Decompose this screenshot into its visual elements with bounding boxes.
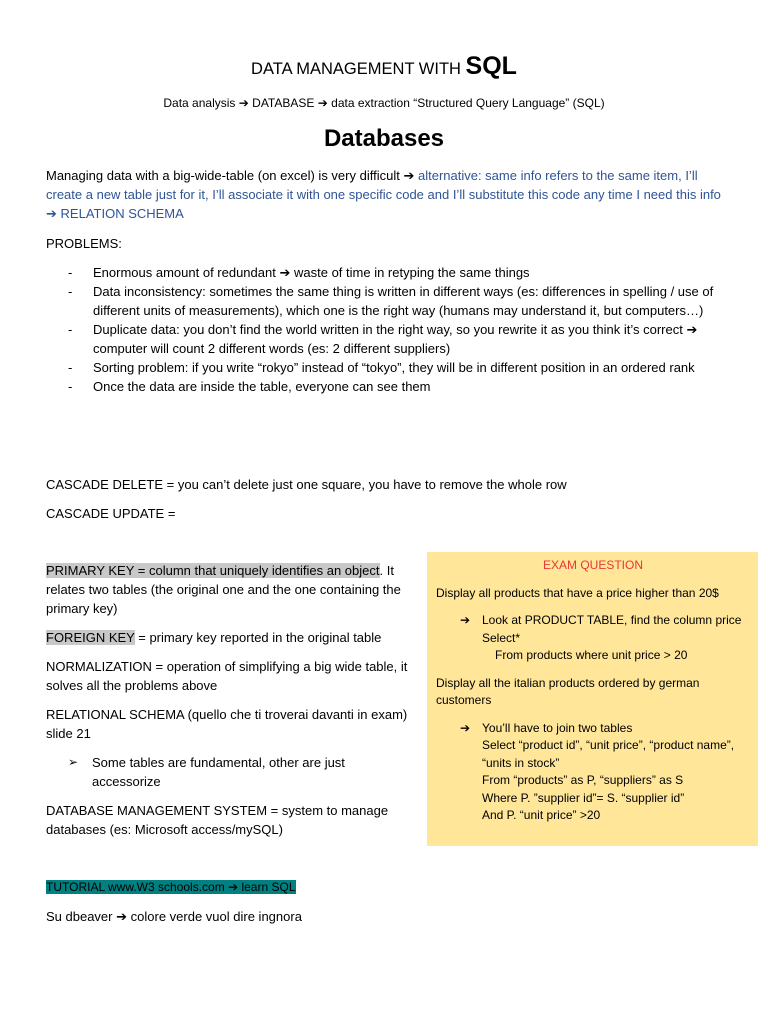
- intro-relation-schema: RELATION SCHEMA: [60, 206, 184, 221]
- arrowhead-bullet-icon: ➢: [68, 755, 79, 769]
- exam-title: EXAM QUESTION: [542, 558, 643, 572]
- intro-alternative: alternative: same info refers to the same item, I’ll create a new table just for it, I’ll associate it with one specific code and I’ll substitute this code any time I need this info: [46, 168, 721, 202]
- list-item: - Once the data are inside the table, everyone can see them: [68, 379, 431, 394]
- exam-question-2: Display all the italian products ordered by german customers: [436, 675, 700, 707]
- section-heading: Databases: [323, 125, 445, 152]
- intro-paragraph: [46, 166, 726, 223]
- arrow-icon: ➔: [238, 96, 249, 110]
- exam-question-1: Display all products that have a price higher than 20$: [436, 585, 719, 600]
- exam-answer-2: ➔ You’ll have to join two tables Select “product id”, “unit price”, “product name”, “units in stock” From “products” as P, “suppliers” as S Where P. ”supplier id”= S. “supplier id” And P. “unit price” >20: [460, 720, 735, 822]
- problems-label: PROBLEMS:: [46, 236, 122, 251]
- definitions-column: [46, 561, 411, 839]
- arrow-icon: ➔: [460, 613, 471, 627]
- list-item: - Data inconsistency: sometimes the same thing is written in different ways (es: differences in spelling / use of different units of measurements), which one is the right way (humans may understand it, but computers…): [68, 284, 714, 318]
- arrow-icon: ➔: [317, 96, 328, 110]
- dbms-definition: DATABASE MANAGEMENT SYSTEM = system to manage databases (es: Microsoft access/mySQL): [46, 803, 389, 837]
- list-item: - Duplicate data: you don’t find the world written in the right way, so you rewrite it as you think it’s correct ➔ computer will count 2 different words (es: 2 different suppliers): [68, 322, 698, 356]
- arrow-icon: ➔: [46, 206, 57, 221]
- document-title: [0, 50, 768, 85]
- list-item: ➢ Some tables are fundamental, other are just accessorize: [68, 755, 345, 789]
- arrow-icon: ➔: [279, 265, 291, 280]
- subtitle-part3: data extraction “Structured Query Language” (SQL): [331, 96, 605, 110]
- relational-schema-definition: RELATIONAL SCHEMA (quello che ti troverai davanti in exam) slide 21: [46, 707, 408, 741]
- normalization-definition: NORMALIZATION = operation of simplifying a big wide table, it solves all the problems above: [46, 659, 408, 693]
- arrow-icon: ➔: [228, 880, 239, 894]
- arrow-icon: ➔: [686, 322, 698, 337]
- exam-question-box: [427, 552, 758, 846]
- title-text: DATA MANAGEMENT WITH: [251, 60, 466, 78]
- tutorial-link[interactable]: TUTORIAL www.W3 schools.com ➔ learn SQL: [46, 880, 296, 894]
- tutorial-line: [46, 879, 296, 897]
- arrow-icon: ➔: [116, 909, 128, 924]
- primary-key-definition: PRIMARY KEY = column that uniquely identifies an object. It relates two tables (the original one and the one containing the primary key): [46, 563, 401, 616]
- list-item: - Enormous amount of redundant ➔ waste of time in retyping the same things: [68, 265, 530, 280]
- subtitle-part1: Data analysis: [163, 96, 236, 110]
- arrow-icon: ➔: [403, 168, 415, 183]
- foreign-key-definition: FOREIGN KEY = primary key reported in the original table: [46, 630, 382, 645]
- subtitle-part2: DATABASE: [252, 96, 315, 110]
- cascade-delete: CASCADE DELETE = you can’t delete just one square, you have to remove the whole row: [46, 477, 567, 492]
- intro-text: Managing data with a big-wide-table (on excel) is very difficult: [46, 168, 400, 183]
- cascade-update: CASCADE UPDATE =: [46, 506, 176, 521]
- dbeaver-note: Su dbeaver ➔ colore verde vuol dire ingnora: [46, 909, 302, 924]
- title-sql: SQL: [465, 52, 517, 80]
- arrow-icon: ➔: [460, 720, 471, 735]
- exam-answer-1: ➔ Look at PRODUCT TABLE, find the column price Select* From products where unit price > 20: [460, 613, 742, 662]
- list-item: - Sorting problem: if you write “rokyo” instead of “tokyo”, they will be in different position in an ordered rank: [68, 360, 695, 375]
- problems-list: [46, 263, 726, 396]
- subtitle: [0, 95, 768, 112]
